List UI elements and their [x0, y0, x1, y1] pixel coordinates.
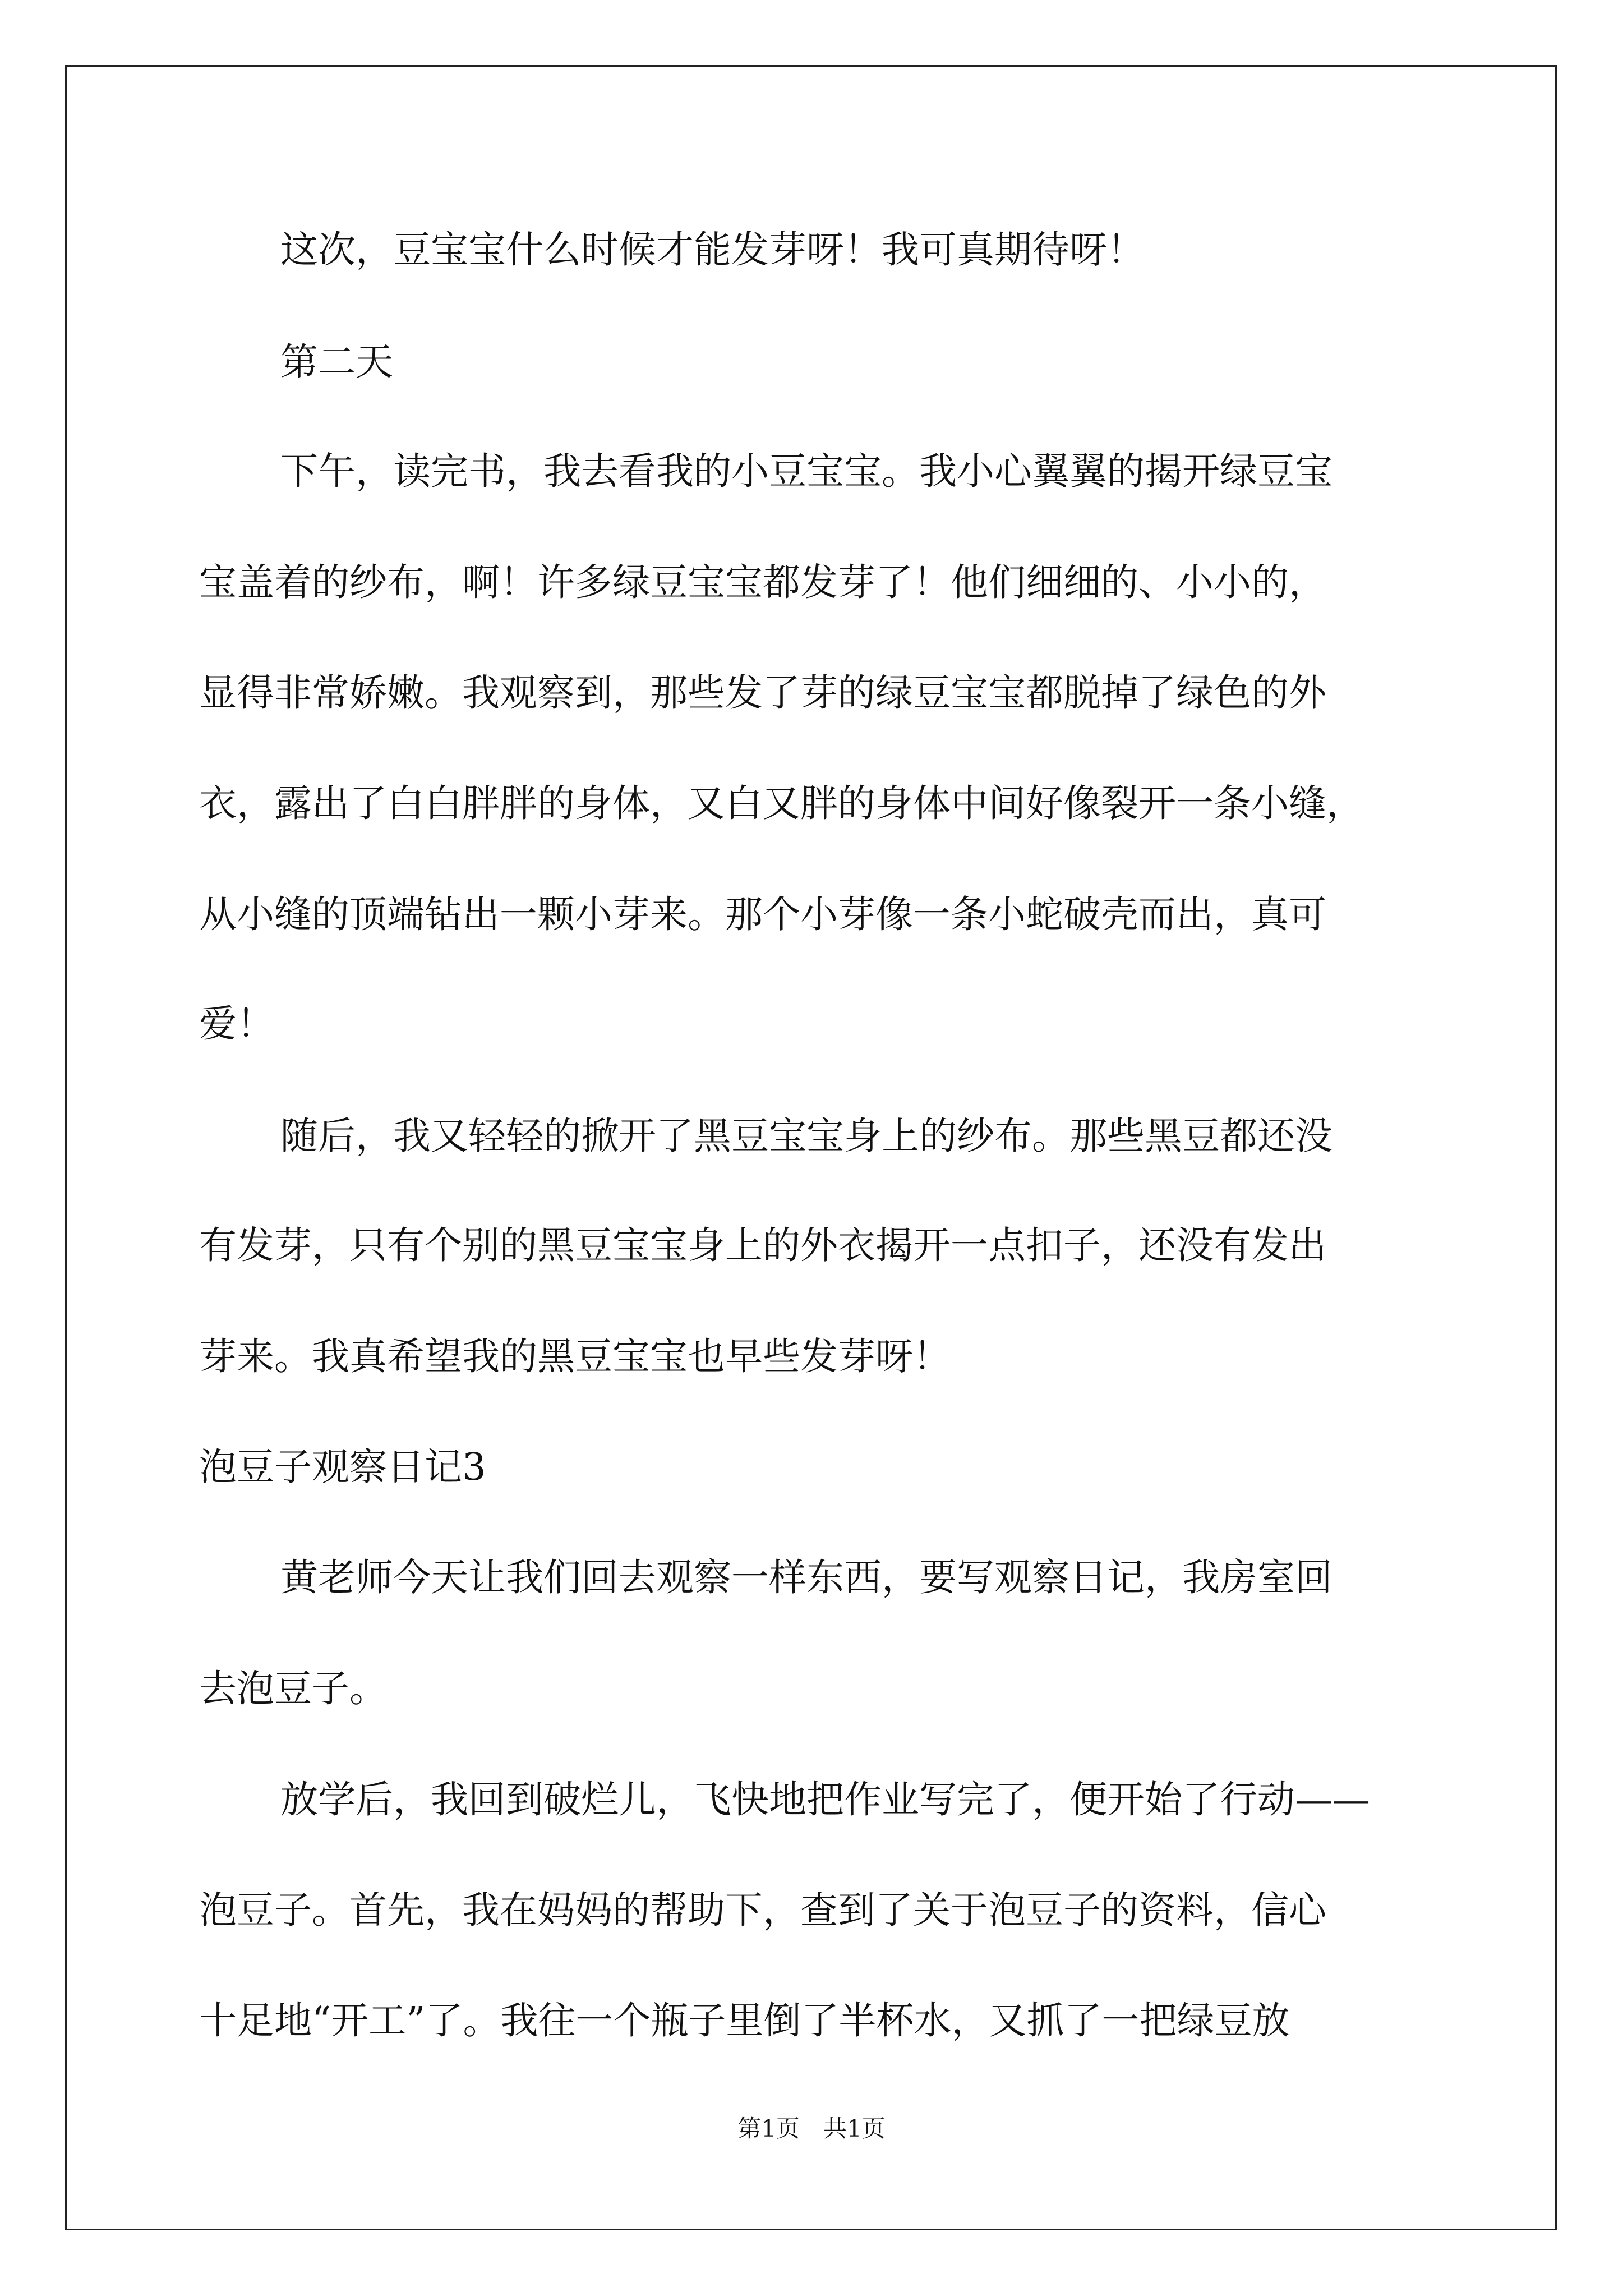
paragraph-line: 去泡豆子。 [199, 1667, 387, 1710]
paragraph-line: 下午，读完书，我去看我的小豆宝宝。我小心翼翼的揭开绿豆宝 [280, 449, 1332, 493]
paragraph-line: 芽来。我真希望我的黑豆宝宝也早些发芽呀！ [199, 1335, 951, 1378]
section-heading-day-two: 第二天 [280, 340, 393, 384]
paragraph-line: 放学后，我回到破烂儿，飞快地把作业写完了，便开始了行动—— [280, 1778, 1370, 1821]
page-number-footer: 第1页 共1页 [737, 2115, 886, 2142]
paragraph-line: 这次，豆宝宝什么时候才能发芽呀！我可真期待呀！ [280, 228, 1145, 272]
paragraph-line: 爱！ [199, 1002, 274, 1046]
paragraph-line: 显得非常娇嫩。我观察到，那些发了芽的绿豆宝宝都脱掉了绿色的外 [199, 671, 1326, 715]
paragraph-line: 从小缝的顶端钻出一颗小芽来。那个小芽像一条小蛇破壳而出，真可 [199, 892, 1326, 936]
paragraph-line: 黄老师今天让我们回去观察一样东西，要写观察日记，我房室回 [280, 1556, 1332, 1599]
article-title: 泡豆子观察日记3 [199, 1445, 486, 1489]
paragraph-line: 泡豆子。首先，我在妈妈的帮助下，查到了关于泡豆子的资料，信心 [199, 1888, 1326, 1932]
paragraph-line: 有发芽，只有个别的黑豆宝宝身上的外衣揭开一点扣子，还没有发出 [199, 1223, 1326, 1267]
paragraph-line: 十足地“开工”了。我往一个瓶子里倒了半杯水，又抓了一把绿豆放 [199, 1999, 1290, 2042]
paragraph-line: 随后，我又轻轻的掀开了黑豆宝宝身上的纱布。那些黑豆都还没 [280, 1114, 1332, 1158]
paragraph-line: 衣，露出了白白胖胖的身体，又白又胖的身体中间好像裂开一条小缝， [199, 781, 1364, 825]
paragraph-line: 宝盖着的纱布，啊！许多绿豆宝宝都发芽了！他们细细的、小小的， [199, 560, 1326, 604]
